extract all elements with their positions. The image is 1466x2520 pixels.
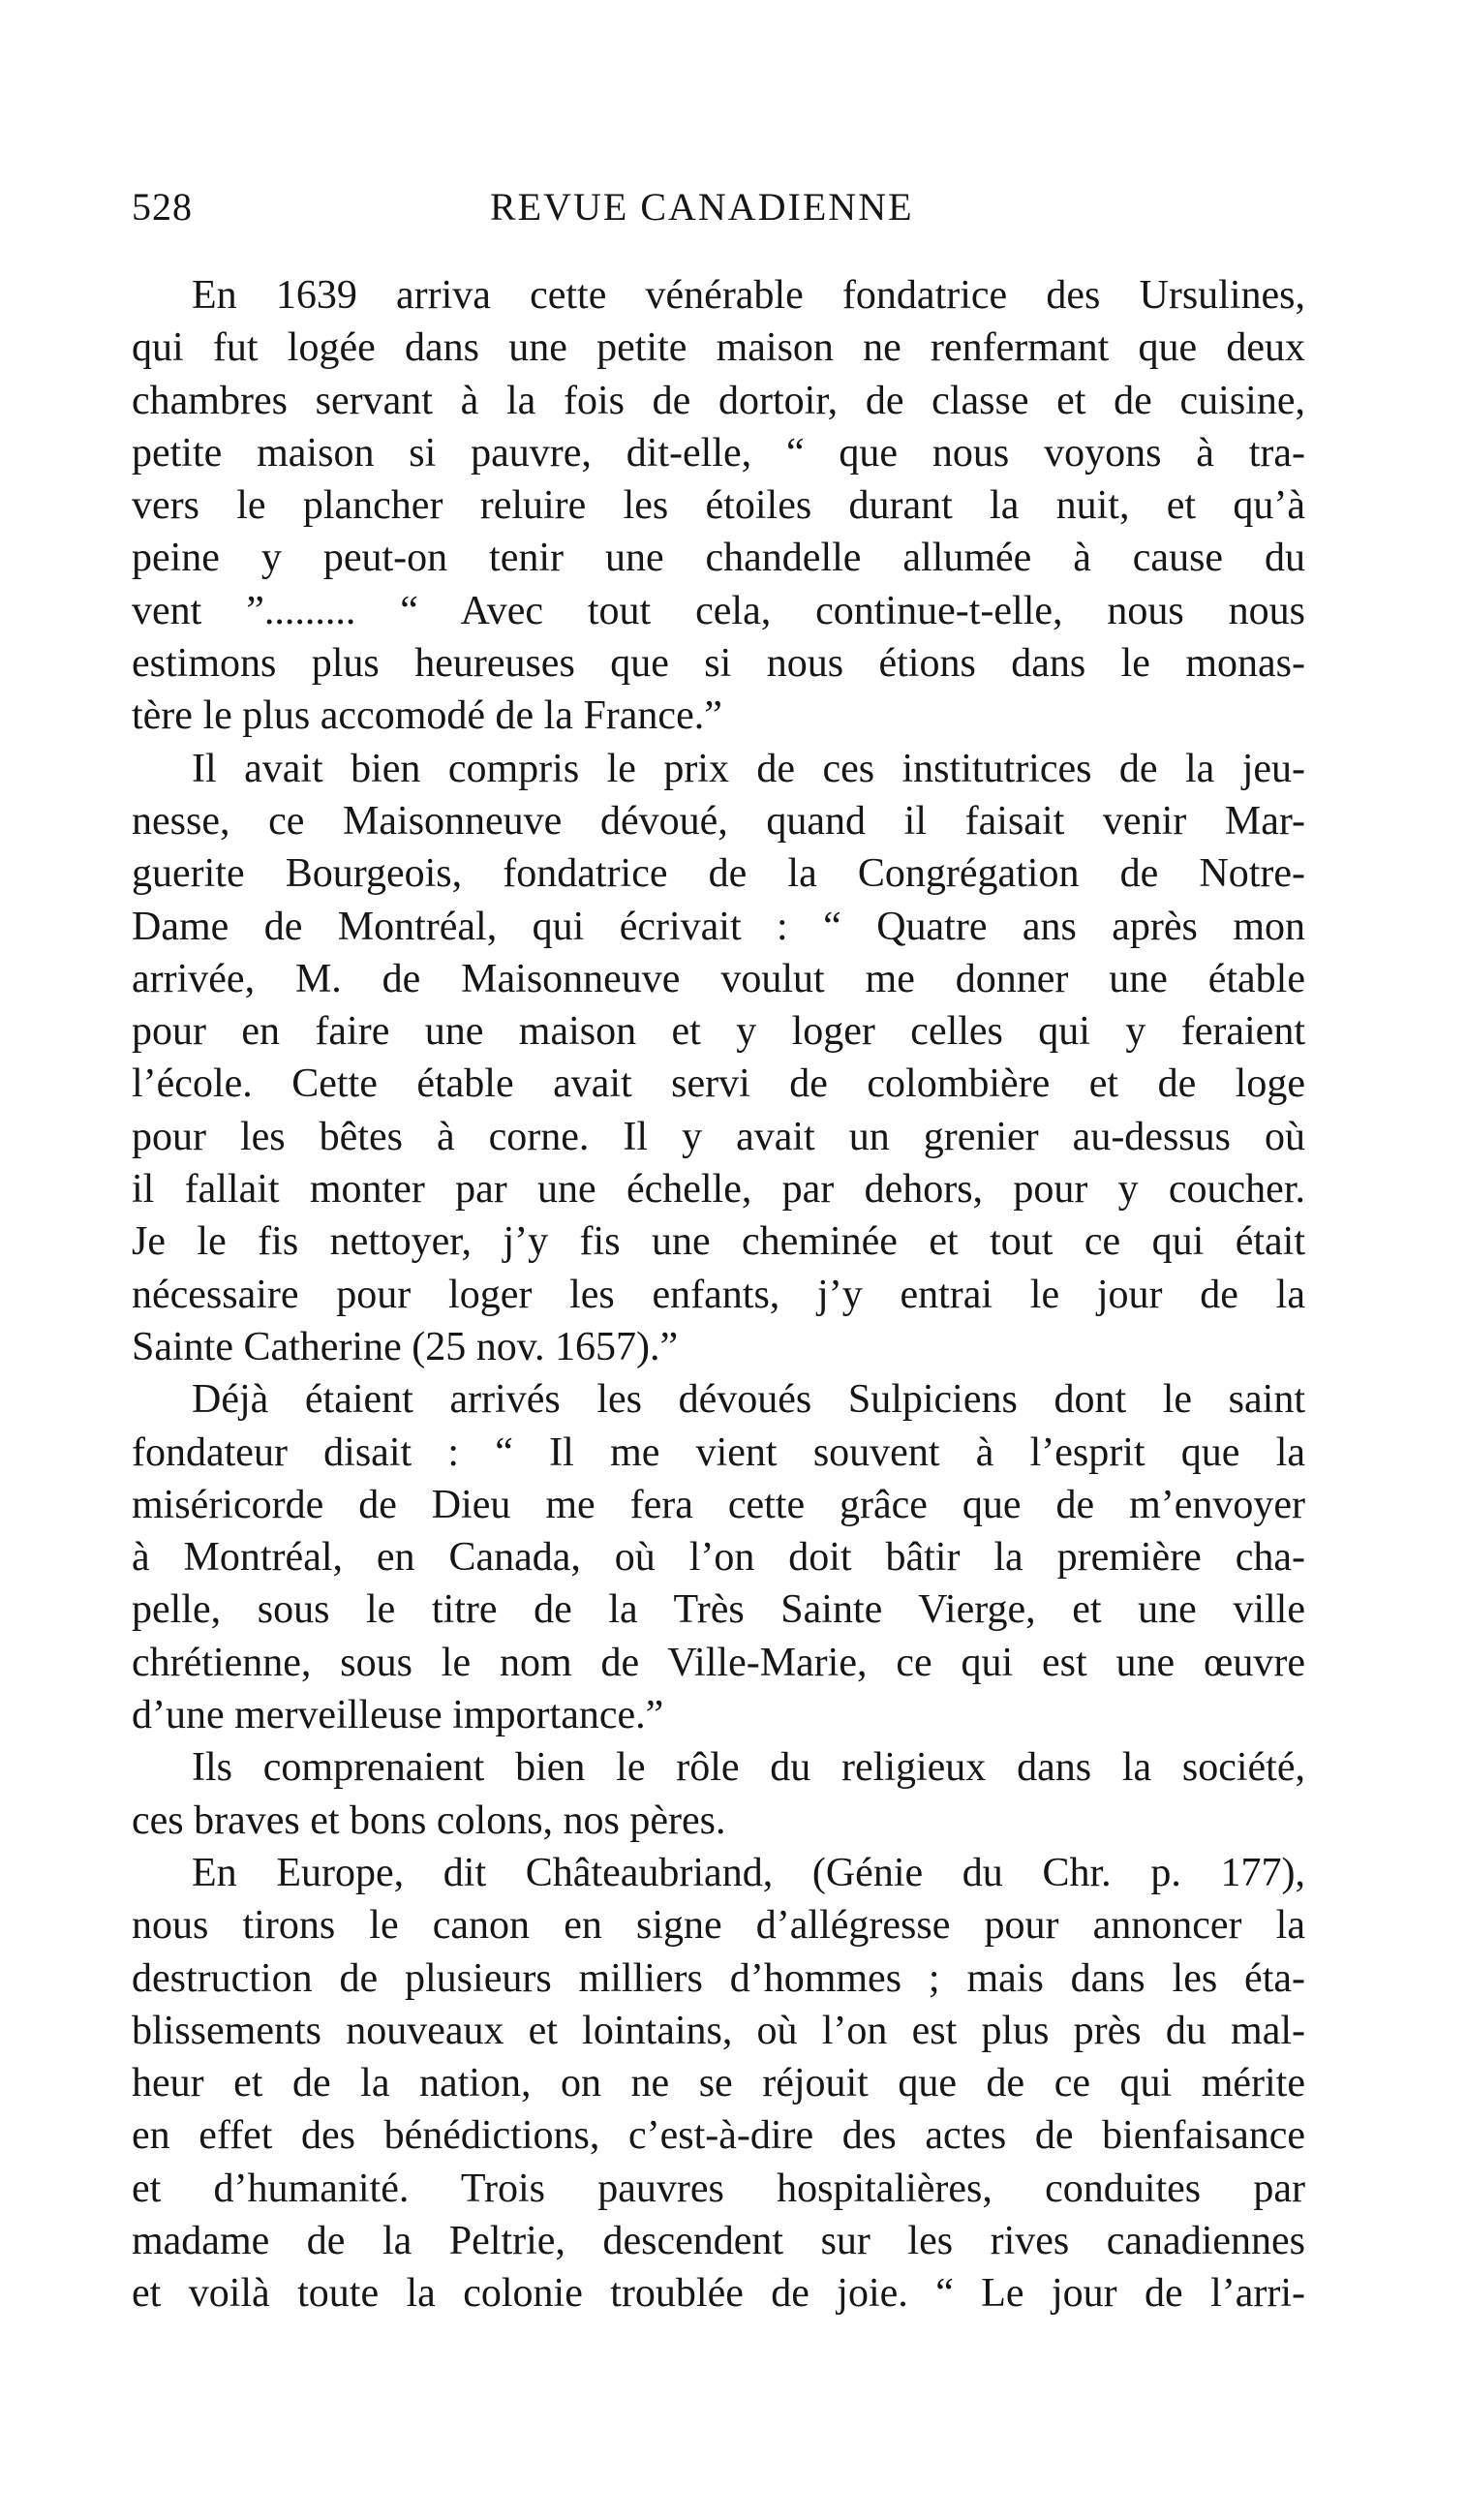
text-line: nesse, ce Maisonneuve dévoué, quand il faisait venir Mar- [132,798,1305,844]
text-line: vers le plancher reluire les étoiles durant la nuit, et qu’à [132,483,1305,529]
text-line: peine y peut-on tenir une chandelle allumée à cause du [132,536,1305,581]
text-line: nous tirons le canon en signe d’allégresse pour annoncer la [132,1903,1305,1949]
text-line: pelle, sous le titre de la Très Sainte Vierge, et une ville [132,1587,1305,1633]
text-line: il fallait monter par une échelle, par dehors, pour y coucher. [132,1167,1305,1213]
text-line: Je le fis nettoyer, j’y fis une cheminée et tout ce qui était [132,1219,1305,1265]
text-line: ces braves et bons colons, nos pères. [132,1798,726,1843]
text-line: chrétienne, sous le nom de Ville-Marie, ce qui est une œuvre [132,1640,1305,1685]
running-title: REVUE CANADIENNE [490,185,914,229]
text-line: et d’humanité. Trois pauvres hospitalières, conduites par [132,2166,1305,2211]
text-line: Ils comprenaient bien le rôle du religieux dans la société, [192,1745,1305,1791]
text-line: d’une merveilleuse importance.” [132,1693,664,1738]
text-line: blissements nouveaux et lointains, où l’on est plus près du mal- [132,2008,1305,2053]
text-line: petite maison si pauvre, dit-elle, “ que nous voyons à tra- [132,430,1305,476]
text-line: fondateur disait : “ Il me vient souvent à l’esprit que la [132,1429,1305,1475]
text-line: nécessaire pour loger les enfants, j’y entrai le jour de la [132,1272,1305,1317]
text-line: pour les bêtes à corne. Il y avait un grenier au-dessus où [132,1114,1305,1159]
text-line: guerite Bourgeois, fondatrice de la Congrégation de Notre- [132,851,1305,897]
text-line: destruction de plusieurs milliers d’hommes ; mais dans les éta- [132,1955,1305,2001]
page-header [132,184,1294,232]
text-line: pour en faire une maison et y loger celles qui y feraient [132,1009,1305,1055]
text-line: heur et de la nation, on ne se réjouit que de ce qui mérite [132,2061,1305,2106]
text-line: vent ”......... “ Avec tout cela, continue-t-elle, nous nous [132,588,1305,633]
text-line: chambres servant à la fois de dortoir, de classe et de cuisine, [132,378,1305,423]
text-line: qui fut logée dans une petite maison ne renfermant que deux [132,325,1305,371]
text-line: à Montréal, en Canada, où l’on doit bâtir la première cha- [132,1535,1305,1581]
page-number: 528 [132,185,193,229]
body-text [132,269,1305,2320]
text-line: En 1639 arriva cette vénérable fondatrice des Ursulines, [192,273,1305,318]
text-line: arrivée, M. de Maisonneuve voulut me donner une étable [132,956,1305,1001]
text-line: et voilà toute la colonie troublée de joie. “ Le jour de l’arri- [132,2271,1305,2317]
text-line: en effet des bénédictions, c’est-à-dire des actes de bienfaisance [132,2113,1305,2159]
text-line: Déjà étaient arrivés les dévoués Sulpiciens dont le saint [192,1377,1305,1423]
text-line: En Europe, dit Châteaubriand, (Génie du Chr. p. 177), [192,1850,1305,1895]
text-line: Il avait bien compris le prix de ces institutrices de la jeu- [192,746,1305,791]
text-line: l’école. Cette étable avait servi de colombière et de loge [132,1061,1305,1107]
text-line: miséricorde de Dieu me fera cette grâce que de m’envoyer [132,1482,1305,1527]
text-line: estimons plus heureuses que si nous étions dans le monas- [132,641,1305,687]
text-line: tère le plus accomodé de la France.” [132,693,722,739]
text-line: Dame de Montréal, qui écrivait : “ Quatre ans après mon [132,904,1305,949]
text-line: Sainte Catherine (25 nov. 1657).” [132,1324,679,1369]
text-line: madame de la Peltrie, descendent sur les rives canadiennes [132,2218,1305,2263]
